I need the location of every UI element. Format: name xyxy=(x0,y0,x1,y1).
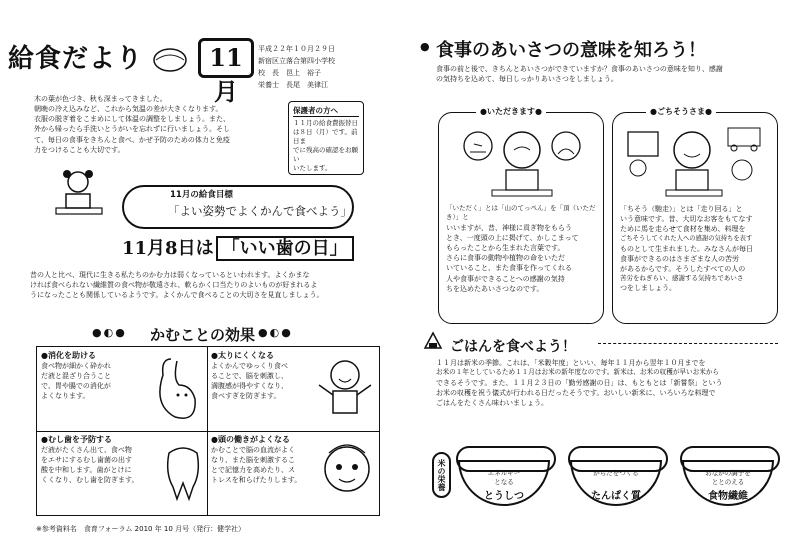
newsletter-meta xyxy=(258,44,335,92)
leaf-illustration xyxy=(150,42,190,76)
heading-ornament-left: ●◐● xyxy=(92,326,127,339)
teeth-day-heading: 11月8日は 「いい歯の日」 xyxy=(120,234,354,260)
stomach-illustration xyxy=(151,355,201,425)
nutritionist-name: 長尾 美律江 xyxy=(286,80,328,89)
issue-date: 平成２２年１０月２９日 xyxy=(258,45,335,53)
bowl-body: おなかの調子を ととのえる 食物繊維 xyxy=(682,460,774,506)
effect-cavity: ●むし歯を予防する だ液がたくさん出て、食べ物 をエサにするむし歯菌の出す 酸を中和します。歯がとけに くくなり、むし歯を防ぎます。 xyxy=(41,435,139,485)
greeting-heading: 食事のあいさつの意味を知ろう！ xyxy=(436,40,706,61)
tooth-illustration xyxy=(163,443,203,503)
month-box: 11月 xyxy=(198,38,254,78)
rice-nutrition-label: 米の栄養 xyxy=(432,452,451,498)
bowl-energy xyxy=(456,446,556,506)
parent-notice: 保護者の方へ １１月の給食費振替日 は８日（月）です。前日ま でに残高の確認をお願い いたします。 xyxy=(288,101,364,175)
nutrient-fiber: 食物繊維 xyxy=(708,491,748,503)
principal-line: 校 長 邑上 裕子 xyxy=(258,68,321,77)
intro-paragraph: 木の葉が色づき、秋も深まってきました。 朝晩の冷え込みなど、これから気温の差が大きくなります。 衣服の脱ぎ着をこまめにして体温の調整をしましょう。また、 外から帰ったら手洗いとうがいを忘れずに行いましょう。そし て、毎日の食事をきちんと食べ、かぜ予防のための体力と免疫 力をつけることも大切です。 xyxy=(34,95,230,154)
chew-effects-box xyxy=(36,346,380,516)
teeth-day-name: 「いい歯の日」 xyxy=(216,236,354,261)
reference-footer: ※参考資料名 食育フォーラム 2010 年 10 月号（発行：健学社） xyxy=(36,525,246,533)
bowl-body: からだをつくる たんぱく質 xyxy=(570,460,662,506)
teeth-day-text: 昔の人と比べ、現代に生きる私たちのかむ力は弱くなっているといわれます。よくかまな ければ食べられない繊維質の食べ物が敬遠され、軟らかく口当たりのよいものが好まれるよ うになったことも関係しているようです。よくかんで食べることの大切さを見直しましょう。 xyxy=(30,271,324,300)
chew-heading: かむことの効果 xyxy=(150,326,256,344)
school-name: 新宿区立落合第四小学校 xyxy=(258,56,335,65)
child-itadakimasu-illustration xyxy=(456,124,586,200)
effect-digestion: ●消化を助ける 食べ物が細かく砕かれ だ液と混ざり合うこと で、胃や腸での消化が よくなります。 xyxy=(41,351,111,401)
bowl-fiber xyxy=(680,446,780,506)
child-gochisousama-illustration xyxy=(626,124,764,200)
bowl-body: エネルギー となる とうしつ xyxy=(458,460,550,506)
nutritionist-line: 栄養士 長尾 美律江 xyxy=(258,80,328,89)
heading-rule xyxy=(598,343,778,344)
principal-name: 邑上 裕子 xyxy=(286,68,321,77)
masthead-title: 給食だより xyxy=(8,44,144,74)
effect-weight: ●太りにくくなる よくかんでゆっくり食べ ることで、脳を刺激し、 満腹感が得やすくなり、 食べすぎを防ぎます。 xyxy=(211,351,288,401)
gohan-heading: ごはんを食べよう！ xyxy=(450,339,576,355)
gohan-text: １１月は新米の季節。これは、「米穀年度」といい、毎年１１月から翌年１０月までを お米の１年としているため１１月はお米の新年度なのです。新米は、お米の収穫が早いお米から できるそうです。また、１１月２３日の「勤労感謝の日」は、もともとは「新嘗祭」という お米の収穫を祝う儀式が行われる日だったそうです。おいしい新米に、いろいろな料理で ごはんをたくさん味わいましょう。 xyxy=(436,359,723,407)
heading-dot: ● xyxy=(420,40,432,53)
happy-child-illustration xyxy=(315,355,375,427)
divider xyxy=(37,431,379,432)
nutrient-protein: たんぱく質 xyxy=(591,491,641,503)
nutrient-carbohydrate: とうしつ xyxy=(484,491,524,503)
heading-ornament-right: ●◐● xyxy=(258,326,293,339)
goal-title: 11月の給食目標 xyxy=(170,190,233,200)
thinking-child-illustration xyxy=(319,439,375,511)
gochisousama-title: ●ごちそうさま● xyxy=(646,106,716,117)
greeting-intro: 食事の前と後で、きちんとあいさつができていますか？食事のあいさつの意味を知り、感謝 の気持ちを込めて、毎日しっかりあいさつをしましょう。 xyxy=(436,65,723,84)
child-eating-illustration xyxy=(52,168,108,220)
itadakimasu-text: 「いただく」とは「山のてっぺん」を「頂（いただき）」と いいますが、昔、神様に貢ぎ物をもらう とき、一度頭の上に掲げて、かしこまって もらったことから生まれた言葉です。 さらに食事の動物や植物の命をいただ いていること、また食事を作ってくれる 人や食事ができることへの感謝の気持 ちを込めたあいさつなのです。 xyxy=(446,204,596,293)
notice-title: 保護者の方へ xyxy=(293,105,359,117)
bowl-protein xyxy=(568,446,668,506)
gochisousama-text: 「ちそう（馳走）」とは「走り回る」と いう意味です。昔、大切なお客をもてなす ために馬を走らせて食材を集め、料理を ごちそうしてくれた人への感謝の気持ちを表す ものとして生まれました。みなさんが毎日 食事ができるのはさまざまな人の苦労 があるからです。そうしたすべての人の 苦労をねぎらい、感謝する気持ちであいさ つをしましょう。 xyxy=(620,205,753,293)
goal-text: 「よい姿勢でよくかんで食べよう」 xyxy=(168,204,352,218)
itadakimasu-title: ●いただきます● xyxy=(476,106,546,117)
effect-brain: ●頭の働きがよくなる かむことで脳の血流がよく なり、また脳を刺激するこ とで記憶力を高めたり、ス トレスを和らげたりします。 xyxy=(211,435,302,485)
rice-ball-icon xyxy=(424,332,442,350)
